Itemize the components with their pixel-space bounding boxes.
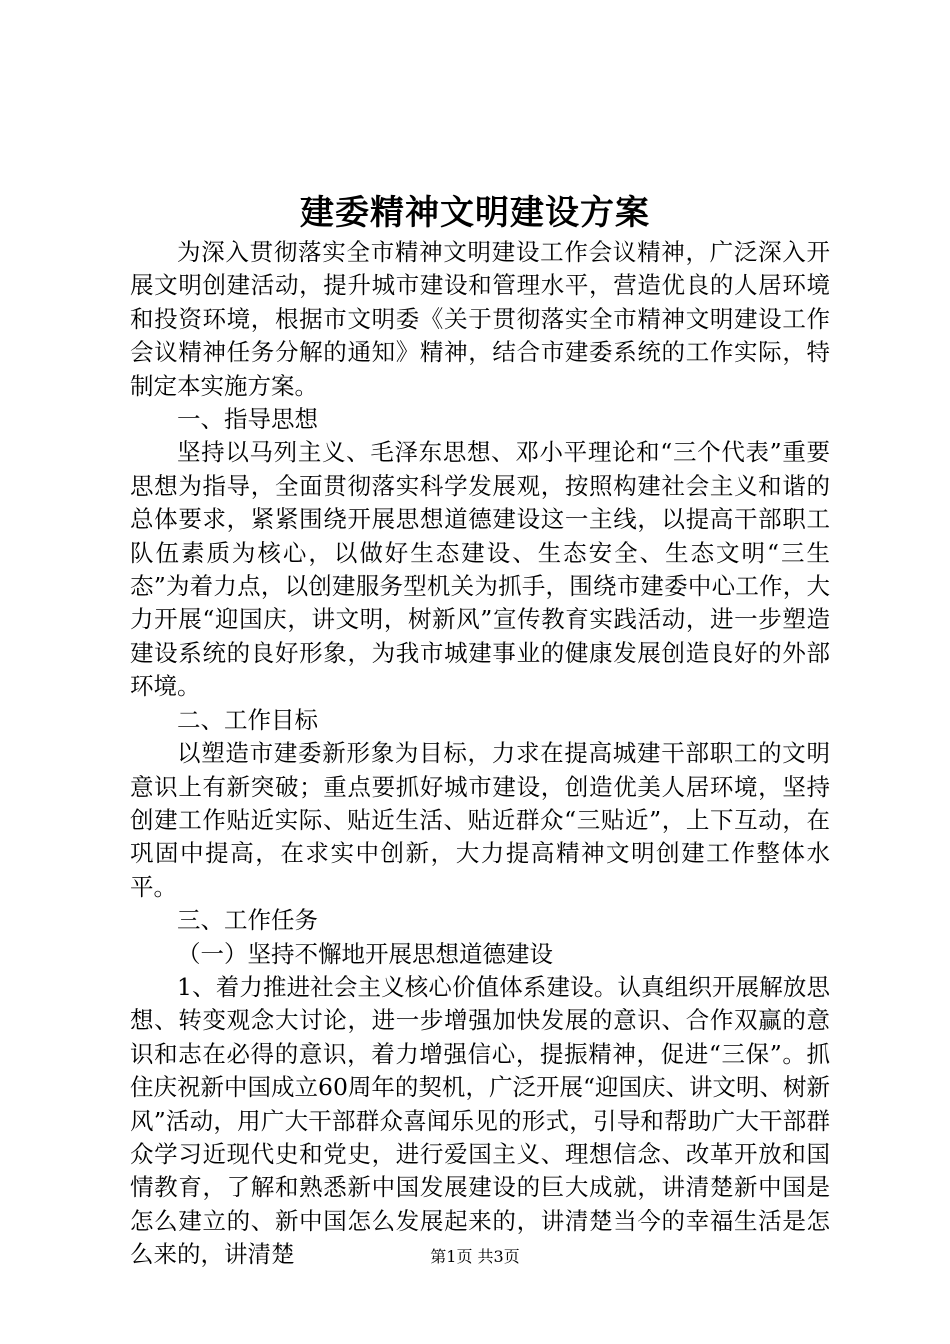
- guiding-thought-paragraph: 坚持以马列主义、毛泽东思想、邓小平理论和“三个代表”重要思想为指导，全面贯彻落实科学发展观，按照构建社会主义和谐的总体要求，紧紧围绕开展思想道德建设这一主线，以提高干部职工队伍素质为核心，以做好生态建设、生态安全、生态文明“三生态”为着力点，以创建服务型机关为抓手，围绕市建委中心工作，大力开展“迎国庆，讲文明，树新风”宣传教育实践活动，进一步塑造建设系统的良好形象，为我市城建事业的健康发展创造良好的外部环境。: [130, 438, 830, 701]
- section-heading-work-tasks: 三、工作任务: [177, 906, 318, 935]
- page-footer: 第1页 共3页: [430, 1247, 520, 1266]
- document-title: 建委精神文明建设方案: [300, 193, 650, 233]
- section-heading-work-goals: 二、工作目标: [177, 705, 318, 734]
- work-goals-paragraph: 以塑造市建委新形象为目标，力求在提高城建干部职工的文明意识上有新突破；重点要抓好城市建设，创造优美人居环境，坚持创建工作贴近实际、贴近生活、贴近群众“三贴近”，上下互动，在巩固中提高，在求实中创新，大力提高精神文明创建工作整体水平。: [130, 739, 830, 901]
- intro-paragraph: 为深入贯彻落实全市精神文明建设工作会议精神，广泛深入开展文明创建活动，提升城市建设和管理水平，营造优良的人居环境和投资环境，根据市文明委《关于贯彻落实全市精神文明建设工作会议精神任务分解的通知》精神，结合市建委系统的工作实际，特制定本实施方案。: [130, 238, 830, 400]
- task-item-paragraph: 1、着力推进社会主义核心价值体系建设。认真组织开展解放思想、转变观念大讨论，进一步增强加快发展的意识、合作双赢的意识和志在必得的意识，着力增强信心，提振精神，促进“三保”。抓住庆祝新中国成立60周年的契机，广泛开展“迎国庆、讲文明、树新风”活动，用广大干部群众喜闻乐见的形式，引导和帮助广大干部群众学习近现代史和党史，进行爱国主义、理想信念、改革开放和国情教育，了解和熟悉新中国发展建设的巨大成就，讲清楚新中国是怎么建立的、新中国怎么发展起来的，讲清楚当今的幸福生活是怎么来的，讲清楚: [130, 972, 830, 1269]
- subsection-heading-moral-construction: （一）坚持不懈地开展思想道德建设: [177, 939, 553, 968]
- section-heading-guiding-thought: 一、指导思想: [177, 405, 318, 434]
- document-body: [130, 236, 830, 1272]
